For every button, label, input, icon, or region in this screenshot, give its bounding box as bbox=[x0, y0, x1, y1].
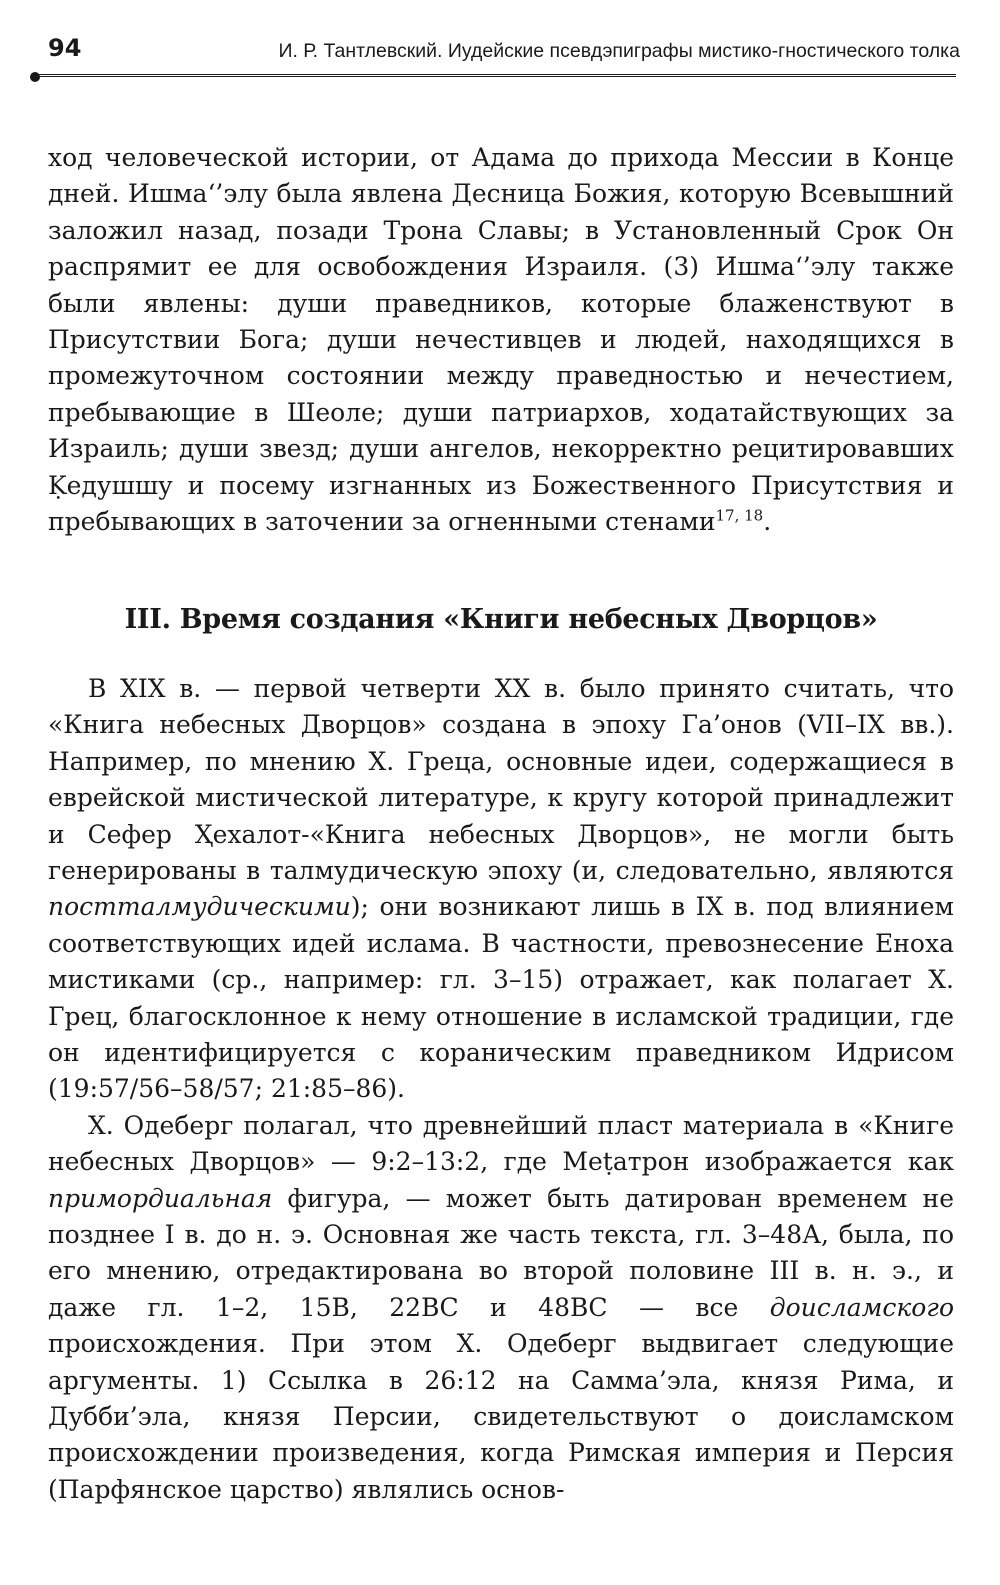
text-run: В XIX в. — первой четверти XX в. было принято считать, что «Книга небесных Дворцов» создана в эпоху Га’онов (VII–IX вв.). Например, по мнению Х. Греца, основные идеи, содержащиеся в еврейской мистической литературе, к кругу которой принадлежит и Сефер Ҳехалот-«Книга небесных Дворцов», не могли быть генерированы в талмудическую эпоху (и, следовательно, являются bbox=[48, 673, 954, 885]
text-run: происхождения. При этом Х. Одеберг выдвигает следующие аргументы. 1) Ссылка в 26:12 на Самма’эла, князя Рима, и Дубби’эла, князя Персии, свидетельствуют о доисламском происхождении произведения, когда Римская империя и Персия (Парфянское царство) являлись основ- bbox=[48, 1329, 954, 1504]
footnote-refs: 17, 18 bbox=[715, 506, 764, 525]
paragraph-end: . bbox=[763, 507, 772, 537]
text-run: ); они возникают лишь в IX в. под влиянием соответствующих идей ислама. В частности, превознесение Еноха мистиками (ср., например: гл. 3–15) отражает, как полагает Х. Грец, благосклонное к нему отношение в исламской традиции, где он идентифицируется с кораническим праведником Идрисом (19:57/56–58/57; 21:85–86). bbox=[48, 892, 954, 1104]
running-title: И. Р. Тантлевский. Иудейские псевдэпиграфы мистико-гностического толка bbox=[278, 40, 960, 62]
header-rule bbox=[36, 74, 956, 77]
italic-term: постталмудическими bbox=[48, 892, 351, 922]
paragraph-text: ход человеческой истории, от Адама до прихода Мессии в Конце дней. Ишма‘’элу была явлена Десница Божия, которую Всевышний заложил назад, позади Трона Славы; в Установленный Срок Он распрямит ее для освобождения Израиля. (3) Ишма‘’элу также были явлены: души праведников, которые блаженствуют в Присутствии Бога; души нечестивцев и людей, находящихся в промежуточном состоянии между праведностью и нечестием, пребывающие в Шеоле; души патриархов, ходатайствующих за Израиль; души звезд; души ангелов, некорректно рецитировавших Ḳедушшу и посему изгнанных из Божественного Присутствия и пребывающих в заточении за огненными стенами bbox=[48, 143, 954, 537]
section-heading: III. Время создания «Книги небесных Дворцов» bbox=[124, 604, 878, 636]
page-number: 94 bbox=[48, 34, 82, 62]
page-header bbox=[30, 30, 960, 70]
italic-term: доисламского bbox=[769, 1292, 954, 1322]
text-run: фигура, — может быть датирован временем не позднее I в. до н. э. Основная же часть текста, гл. 3–48А, была, по его мнению, отредактирована во второй половине III в. н. э., и даже гл. 1–2, 15В, 22ВС и 48ВС — все bbox=[48, 1183, 954, 1322]
paragraph-dating-graetz bbox=[48, 671, 954, 1108]
text-run: Х. Одеберг полагал, что древнейший пласт материала в «Книге небесных Дворцов» — 9:2–13:2, где Меṭатрон изображается как bbox=[48, 1110, 954, 1177]
italic-term: примордиальная bbox=[48, 1183, 273, 1213]
body-text bbox=[48, 140, 954, 1508]
paragraph-dating-odeberg bbox=[48, 1108, 954, 1508]
paragraph-continuation bbox=[48, 140, 954, 540]
